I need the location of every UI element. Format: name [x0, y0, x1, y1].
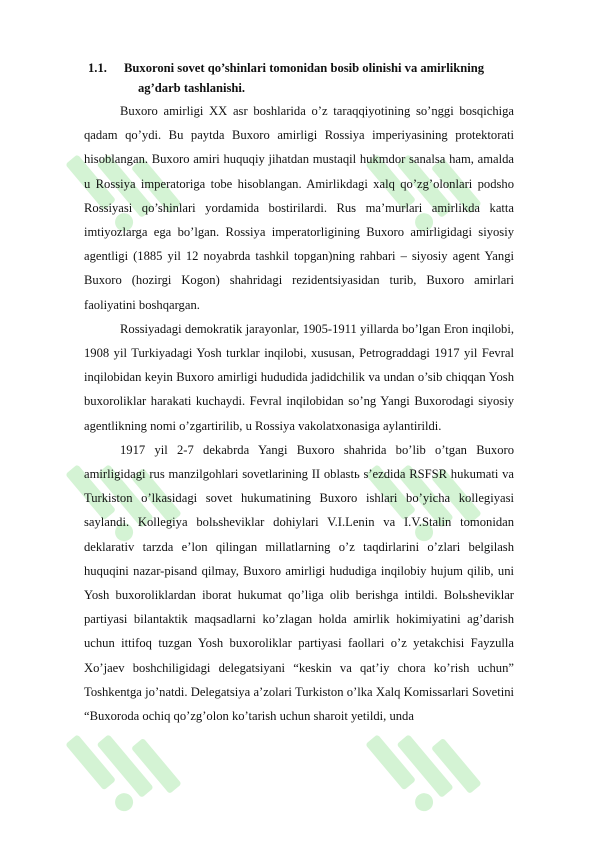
- section-title-line1: Buxoroni sovet qo’shinlari tomonidan bosib olinishi va amirlikning: [124, 61, 485, 75]
- body-paragraph: Buxoro amirligi XX asr boshlarida o’z taraqqiyotining so’nggi bosqichiga qadam qo’ydi. Bu paytda Buxoro amirligi Rossiya imperiyasining protektorati hisoblangan. Buxoro amiri huquqiy jihatdan mustaqil hukmdor sanalsa ham, amalda u Rossiya imperatoriga tobe hisoblangan. Amirlikdagi xalq qo’zg’olonlari podsho Rossiyasi qo’shinlari yordamida bostirilardi. Rus ma’murlari amirlikda katta imtiyozlarga ega bo’lgan. Rossiya imperatorligining Buxoro amirligidagi siyosiy agentligi (1885 yil 12 noyabrda tashkil topgan)ning rahbari – siyosiy agent Yangi Buxoro (hozirgi Kogon) shahridagi rezidentsiyasidan turib, Buxoro amirlari faoliyatini boshqargan.: [84, 104, 514, 312]
- body-paragraph: Rossiyadagi demokratik jarayonlar, 1905-1911 yillarda bo’lgan Eron inqilobi, 1908 yil Turkiyadagi Yosh turklar inqilobi, xususan, Petrograddagi 1917 yil Fevral inqilobidan keyin Buxoro amirligi hududida jadidchilik va undan o’sib chiqqan Yosh buxoroliklar harakati kuchaydi. Fevral inqilobidan so’ng Yangi Buxorodagi siyosiy agentlikning nomi o’zgartirilib, u Rossiya vakolatxonasiga aylantirildi.: [84, 321, 514, 433]
- section-title-line2: ag’darb tashlanishi.: [138, 81, 246, 95]
- document-page: [84, 58, 514, 728]
- section-number: 1.1.: [88, 61, 107, 75]
- section-heading: [84, 58, 514, 98]
- body-paragraph: 1917 yil 2-7 dekabrda Yangi Buxoro shahrida bo’lib o’tgan Buxoro amirligidagi rus manzilgohlari sovetlarining II oblastь s’ezdida RSFSR hukumati va Turkiston o’lkasidagi sovet hukumatining Buxoro ishlari bo’yicha kollegiyasi saylandi. Kollegiya bolьsheviklar dohiylari V.I.Lenin va I.V.Stalin tomonidan deklarativ tarzda e’lon qilingan millatlarning o’z taqdirlarini o’zlari belgilash huquqini nazar-pisand qilmay, Buxoro amirligi hududiga inqilobiy hujum qilib, uni Yosh buxoroliklardan iborat hukumat qo’liga olib berishga intildi. Bolьsheviklar partiyasi bilantaktik maqsadlarni ko’zlagan holda amirlik hokimiyatini ag’darish uchun ittifoq tuzgan Yosh buxoroliklar partiyasi faollari o’z yetakchisi Fayzulla Xo’jaev boshchiligidagi delegatsiyani “keskin va qat’iy chora ko’rish uchun” Toshkentga jo’natdi. Delegatsiya a’zolari Turkiston o’lka Xalq Komissarlari Sovetini “Buxoroda ochiq qo’zg’olon ko’tarish uchun sharoit yetildi, unda: [84, 442, 514, 724]
